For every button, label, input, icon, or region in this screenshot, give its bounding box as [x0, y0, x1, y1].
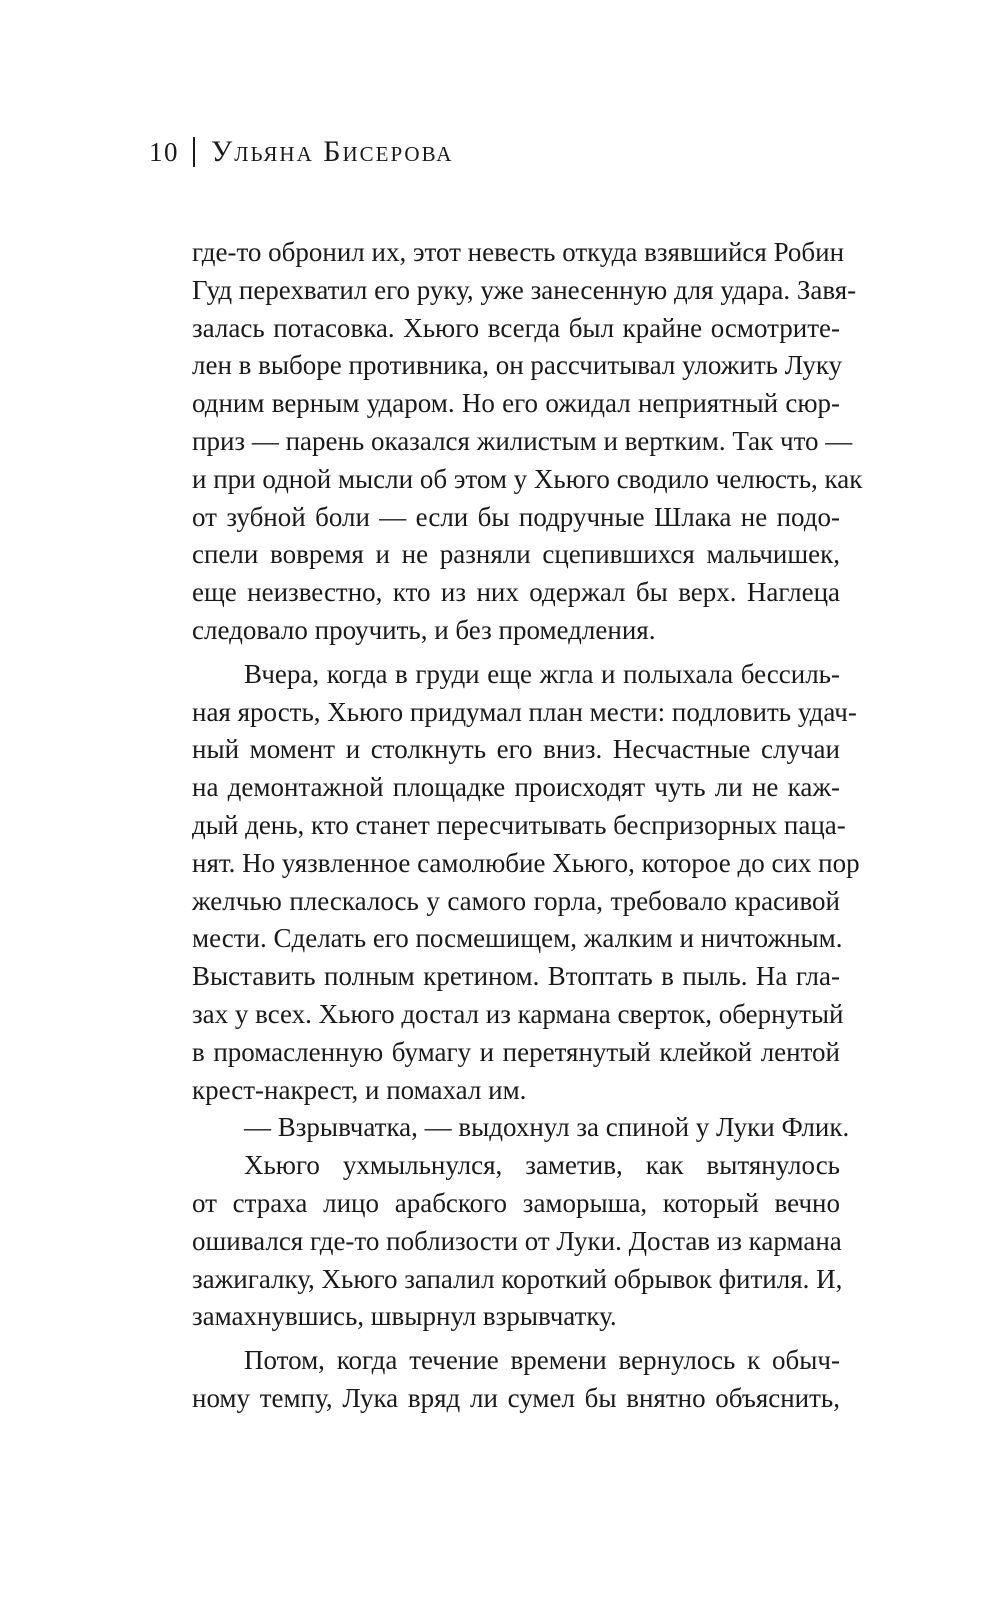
text-line: и при одной мысли об этом у Хьюго сводило челюсть, как: [192, 463, 863, 494]
text-line: желчью плескалось у самого горла, требовало красивой: [192, 885, 840, 916]
body-text: [192, 234, 863, 1418]
text-line: Вчера, когда в груди еще жгла и полыхала бессиль-: [244, 658, 840, 689]
text-line: лен в выборе противника, он рассчитывал уложить Луку: [192, 350, 843, 381]
text-line: на демонтажной площадке происходят чуть ли не каж-: [192, 772, 840, 803]
text-line: ошивался где-то поблизости от Луки. Достав из кармана: [192, 1225, 842, 1256]
text-line: замахнувшись, швырнул взрывчатку.: [192, 1301, 617, 1332]
text-line: зажигалку, Хьюго запалил короткий обрывок фитиля. И,: [192, 1263, 843, 1294]
text-line: Гуд перехватил его руку, уже занесенную для удара. Завя-: [192, 274, 857, 305]
text-line: еще неизвестно, кто из них одержал бы верх. Наглеца: [192, 577, 840, 608]
text-line: в промасленную бумагу и перетянутый клейкой лентой: [192, 1036, 840, 1067]
dialogue-line: — Взрывчатка, — выдохнул за спиной у Луки Флик.: [244, 1112, 850, 1143]
text-line: следовало проучить, и без промедления.: [192, 614, 656, 645]
text-line: приз — парень оказался жилистым и вертким. Так что —: [192, 425, 853, 456]
text-line: одним верным ударом. Но его ожидал неприятный сюр-: [192, 388, 840, 419]
text-line: от зубной боли — если бы подручные Шлака не подо-: [192, 501, 840, 532]
text-line: крест-накрест, и помахал им.: [192, 1074, 527, 1105]
header-divider: [193, 137, 195, 167]
text-line: ный момент и столкнуть его вниз. Несчастные случаи: [192, 734, 840, 765]
text-line: где-то обронил их, этот невесть откуда взявшийся Робин: [192, 237, 845, 267]
text-line: Потом, когда течение времени вернулось к обыч-: [244, 1345, 840, 1376]
text-line: Хьюго ухмыльнулся, заметив, как вытянулось: [244, 1150, 840, 1181]
text-line: зах у всех. Хьюго достал из кармана сверток, обернутый: [192, 998, 844, 1029]
running-header: [149, 132, 453, 172]
text-line: залась потасовка. Хьюго всегда был крайне осмотрите-: [192, 312, 840, 343]
text-line: ному темпу, Лука вряд ли сумел бы внятно объяснить,: [192, 1382, 840, 1413]
text-line: спели вовремя и не разняли сцепившихся мальчишек,: [192, 539, 840, 570]
text-line: от страха лицо арабского заморыша, который вечно: [192, 1187, 840, 1218]
text-line: Выставить полным кретином. Втоптать в пыль. На гла-: [192, 961, 840, 992]
text-line: ная ярость, Хьюго придумал план мести: подловить удач-: [192, 696, 857, 727]
text-line: нят. Но уязвленное самолюбие Хьюго, которое до сих пор: [192, 847, 860, 878]
page-number: 10: [149, 136, 179, 167]
author-name: Ульяна Бисерова: [211, 135, 454, 168]
text-line: дый день, кто станет пересчитывать беспризорных паца-: [192, 809, 846, 840]
text-line: мести. Сделать его посмешищем, жалким и ничтожным.: [192, 923, 843, 954]
